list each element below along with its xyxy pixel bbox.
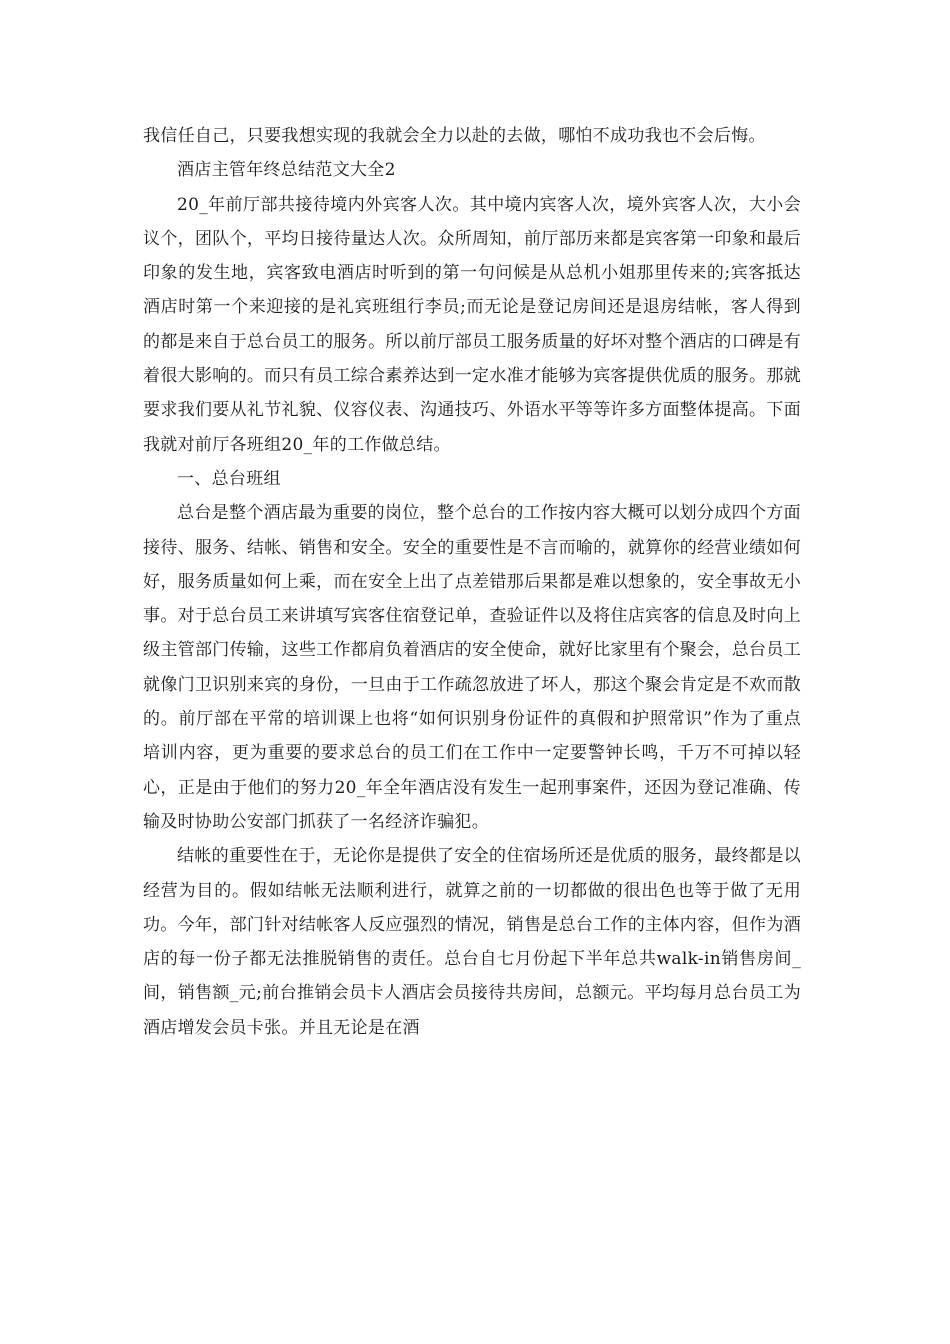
- document-body: [143, 119, 801, 1045]
- section-title: 酒店主管年终总结范文大全2: [177, 160, 396, 181]
- paragraph: 结帐的重要性在于，无论你是提供了安全的住宿场所还是优质的服务，最终都是以经营为目的。假如结帐无法顺利进行，就算之前的一切都做的很出色也等于做了无用功。今年，部门针对结帐客人反应强烈的情况，销售是总台工作的主体内容，但作为酒店的每一份子都无法推脱销售的责任。总台自七月份起下半年总共walk-in销售房间_间，销售额_元;前台推销会员卡人酒店会员接待共房间，总额元。平均每月总台员工为酒店增发会员卡张。并且无论是在酒: [143, 846, 801, 1038]
- paragraph: 20_年前厅部共接待境内外宾客人次。其中境内宾客人次，境外宾客人次，大小会议个，团队个，平均日接待量达人次。众所周知，前厅部历来都是宾客第一印象和最后印象的发生地，宾客致电酒店时听到的第一句问候是从总机小姐那里传来的;宾客抵达酒店时第一个来迎接的是礼宾班组行李员;而无论是登记房间还是退房结帐，客人得到的都是来自于总台员工的服务。所以前厅部员工服务质量的好坏对整个酒店的口碑是有着很大影响的。而只有员工综合素养达到一定水准才能够为宾客提供优质的服务。那就要求我们要从礼节礼貌、仪容仪表、沟通技巧、外语水平等等许多方面整体提高。下面我就对前厅各班组20_年的工作做总结。: [143, 194, 801, 455]
- paragraph: 总台是整个酒店最为重要的岗位，整个总台的工作按内容大概可以划分成四个方面接待、服务、结帐、销售和安全。安全的重要性是不言而喻的，就算你的经营业绩如何好，服务质量如何上乘，而在安全上出了点差错那后果都是难以想象的，安全事故无小事。对于总台员工来讲填写宾客住宿登记单，查验证件以及将住店宾客的信息及时向上级主管部门传输，这些工作都肩负着酒店的安全使命，就好比家里有个聚会，总台员工就像门卫识别来宾的身份，一旦由于工作疏忽放进了坏人，那这个聚会肯定是不欢而散的。前厅部在平常的培训课上也将“如何识别身份证件的真假和护照常识”作为了重点培训内容，更为重要的要求总台的员工们在工作中一定要警钟长鸣，千万不可掉以轻心，正是由于他们的努力20_年全年酒店没有发生一起刑事案件，还因为登记准确、传输及时协助公安部门抓获了一名经济诈骗犯。: [143, 503, 801, 832]
- paragraph: 我信任自己，只要我想实现的我就会全力以赴的去做，哪怕不成功我也不会后悔。: [143, 126, 766, 146]
- section-heading: 一、总台班组: [177, 468, 281, 489]
